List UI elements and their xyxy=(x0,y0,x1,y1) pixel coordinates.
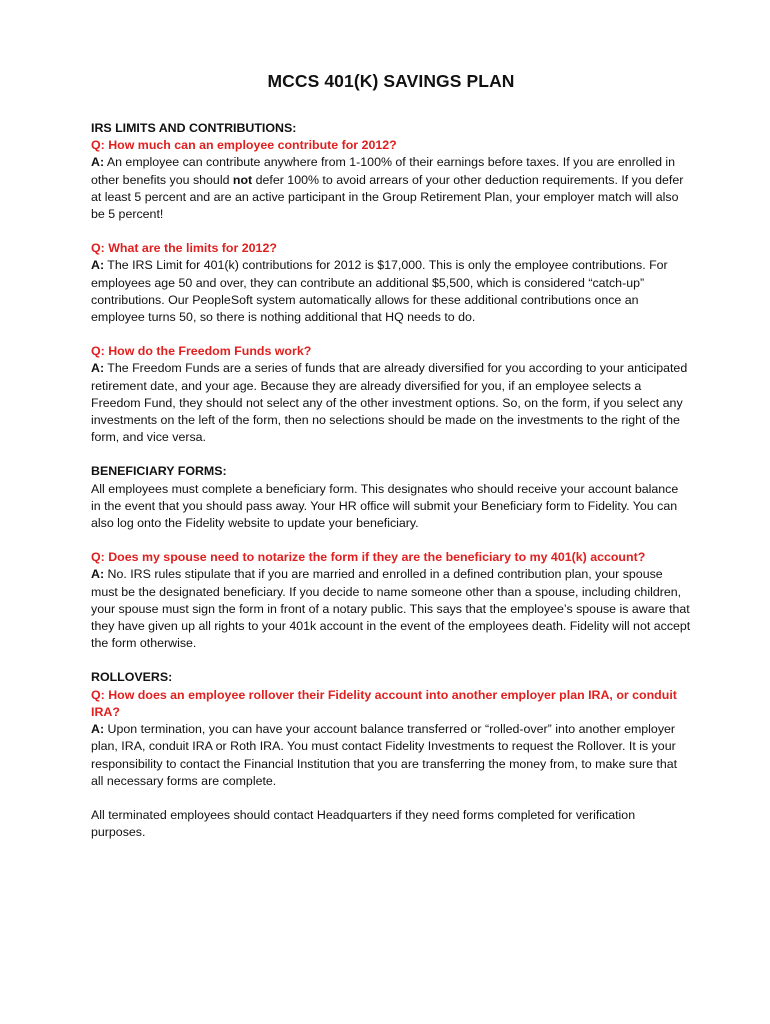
beneficiary-text: All employees must complete a beneficiary form. This designates who should receive your account balance in the event that you should pass away. Your HR office will submit your Beneficiary form to Fidelity. You can also log onto the Fidelity website to update your beneficiary. xyxy=(91,481,679,531)
question-2012-limits: Q: What are the limits for 2012? xyxy=(91,241,277,256)
answer-text: The IRS Limit for 401(k) contributions for 2012 is $17,000. This is only the employee contributions. For employees age 50 and over, they can contribute an additional $5,500, which is considered “catch-up” contributions. Our PeopleSoft system automatically allows for these additional contributions once an employee turns 50, so there is nothing additional that HQ needs to do. xyxy=(91,258,668,325)
spouse-notarize-qa xyxy=(91,549,691,652)
answer-text-part: An employee can contribute anywhere from 1-100% of their earnings before taxes. If you are enrolled in other benefits you should xyxy=(91,155,676,187)
answer-label: A: xyxy=(91,567,105,582)
answer-rollover xyxy=(91,721,691,790)
irs-limits-heading: IRS LIMITS AND CONTRIBUTIONS: xyxy=(91,121,297,135)
answer-text-part: defer 100% to avoid arrears of your other deduction requirements. If you defer at least 5 percent and are an active participant in the Group Retirement Plan, your employer match will also be 5 percent! xyxy=(91,172,684,222)
document-title: MCCS 401(K) SAVINGS PLAN xyxy=(267,71,515,91)
answer-text: No. IRS rules stipulate that if you are married and enrolled in a defined contribution plan, your spouse must be the designated beneficiary. If you decide to name someone other than a spouse, including children, your spouse must sign the form in front of a notary public. This says that the employee’s spouse is aware that they have given up all rights to your 401k account in the event of the employees death. Fidelity will not accept the form otherwise. xyxy=(91,567,691,651)
freedom-funds-qa xyxy=(91,343,691,446)
answer-label: A: xyxy=(91,155,105,170)
terminated-employees-note: All terminated employees should contact Headquarters if they need forms completed for verification purposes. xyxy=(91,807,636,840)
answer-text: The Freedom Funds are a series of funds that are already diversified for you according to your anticipated retirement date, and your age. Because they are already diversified for you, if an employee selects a Freedom Fund, they should not select any of the other investment options. So, on the form, if you select any investments on the left of the form, then no selections should be made on the investments to the right of the form, and vice versa. xyxy=(91,361,688,445)
beneficiary-heading: BENEFICIARY FORMS: xyxy=(91,464,227,479)
terminated-employees-note-block xyxy=(91,807,691,841)
question-rollover: Q: How does an employee rollover their Fidelity account into another employer plan IRA, or conduit IRA? xyxy=(91,687,677,719)
answer-freedom-funds xyxy=(91,360,691,446)
rollovers-section xyxy=(91,669,691,789)
answer-2012-contribution xyxy=(91,154,691,223)
question-freedom-funds: Q: How do the Freedom Funds work? xyxy=(91,344,312,359)
limits-qa xyxy=(91,240,691,326)
beneficiary-section xyxy=(91,463,691,532)
answer-label: A: xyxy=(91,722,105,737)
question-2012-contribution: Q: How much can an employee contribute for 2012? xyxy=(91,138,397,153)
answer-emphasis: not xyxy=(232,172,253,187)
answer-2012-limits xyxy=(91,257,691,326)
answer-label: A: xyxy=(91,361,105,376)
document-page xyxy=(91,70,691,858)
answer-label: A: xyxy=(91,258,105,273)
irs-limits-section xyxy=(91,120,691,223)
answer-text: Upon termination, you can have your account balance transferred or “rolled-over” into another employer plan, IRA, conduit IRA or Roth IRA. You must contact Fidelity Investments to request the Rollover. It is your responsibility to contact the Financial Institution that you are transferring the money from, to make sure that all necessary forms are complete. xyxy=(91,722,678,788)
rollovers-heading: ROLLOVERS: xyxy=(91,670,173,685)
answer-spouse-notarize xyxy=(91,566,691,652)
question-spouse-notarize: Q: Does my spouse need to notarize the form if they are the beneficiary to my 401(k) account? xyxy=(91,550,646,565)
